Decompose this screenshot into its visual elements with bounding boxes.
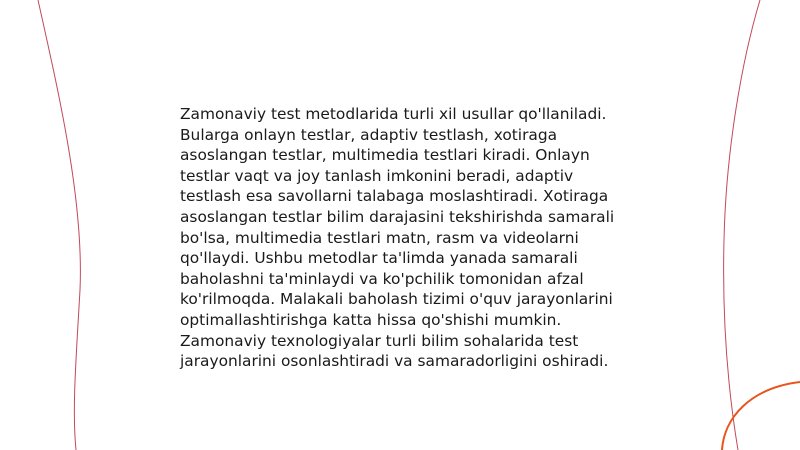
orange-accent-arc bbox=[722, 382, 800, 450]
left-decorative-curve bbox=[38, 0, 80, 450]
slide-body-text: Zamonaviy test metodlarida turli xil usullar qo'llaniladi. Bularga onlayn testlar, adaptiv testlash, xotiraga asoslangan testlar, multimedia testlari kiradi. Onlayn testlar vaqt va joy tanlash imkonini beradi, adaptiv testlash esa savollarni talabaga moslashtiradi. Xotiraga asoslangan testlar bilim darajasini tekshirishda samarali bo'lsa, multimedia testlari matn, rasm va videolarni qo'llaydi. Ushbu metodlar ta'limda yanada samarali baholashni ta'minlaydi va ko'pchilik tomonidan afzal ko'rilmoqda. Malakali baholash tizimi o'quv jarayonlarini optimallashtirishga katta hissa qo'shishi mumkin. Zamonaviy texnologiyalar turli bilim sohalarida test jarayonlarini osonlashtiradi va samaradorligini oshiradi. bbox=[180, 105, 615, 371]
right-decorative-curve bbox=[724, 0, 760, 450]
